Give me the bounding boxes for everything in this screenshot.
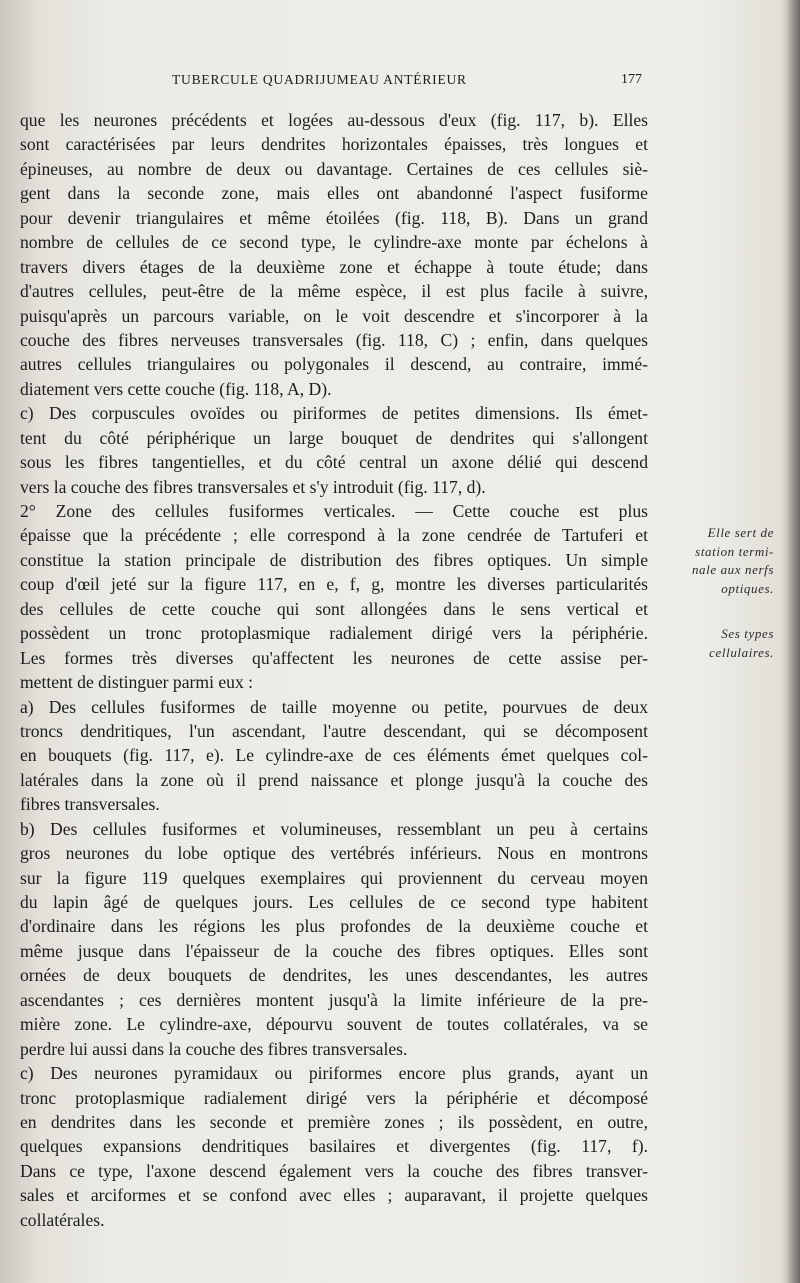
text-line: gent dans la seconde zone, mais elles ont abandonné l'aspect fusiforme	[20, 183, 648, 204]
text-line: b) Des cellules fusiformes et volumineuses, ressemblant un peu à certains	[20, 818, 648, 839]
text-line: collatérales.	[20, 1209, 105, 1230]
text-line: ornées de deux bouquets de dendrites, les unes descendantes, les autres	[20, 965, 648, 986]
text-line: d'autres cellules, peut-être de la même espèce, il est plus facile à suivre,	[20, 281, 648, 302]
text-line: c) Des neurones pyramidaux ou piriformes encore plus grands, ayant un	[20, 1063, 648, 1084]
text-line: gros neurones du lobe optique des vertébrés inférieurs. Nous en montrons	[20, 843, 648, 864]
text-line: épineuses, au nombre de deux ou davantage. Certaines de ces cellules siè-	[20, 158, 648, 179]
text-line: troncs dendritiques, l'un ascendant, l'autre descendant, qui se décomposent	[20, 720, 648, 741]
text-line: sur la figure 119 quelques exemplaires qui proviennent du cerveau moyen	[20, 867, 648, 888]
margin-note-optic-station	[662, 524, 774, 598]
text-line: pour devenir triangulaires et même étoilées (fig. 118, B). Dans un grand	[20, 207, 648, 228]
text-line: latérales dans la zone où il prend naissance et plonge jusqu'à la couche des	[20, 769, 648, 790]
margin-note-line: nale aux nerfs	[691, 562, 774, 577]
text-line: puisqu'après un parcours variable, on le voit descendre et s'incorporer à la	[20, 305, 648, 326]
margin-note-line: Ses types	[721, 626, 774, 641]
page-header	[0, 72, 800, 96]
text-line: nombre de cellules de ce second type, le cylindre-axe monte par échelons à	[20, 232, 648, 253]
text-line: a) Des cellules fusiformes de taille moyenne ou petite, pourvues de deux	[20, 696, 648, 717]
text-line: ascendantes ; ces dernières montent jusqu'à la limite inférieure de la pre-	[20, 989, 648, 1010]
text-line: perdre lui aussi dans la couche des fibres transversales.	[20, 1038, 408, 1059]
text-line: tronc protoplasmique radialement dirigé vers la périphérie et décomposé	[20, 1087, 648, 1108]
text-line: travers divers étages de la deuxième zone et échappe à toute étude; dans	[20, 256, 648, 277]
margin-note-line: cellulaires.	[709, 644, 774, 660]
text-line: diatement vers cette couche (fig. 118, A, D).	[20, 378, 332, 399]
text-line: c) Des corpuscules ovoïdes ou piriformes de petites dimensions. Ils émet-	[20, 403, 648, 424]
text-line: d'ordinaire dans les régions les plus profondes de la deuxième couche et	[20, 916, 648, 937]
text-line: même jusque dans l'épaisseur de la couche des fibres optiques. Elles sont	[20, 940, 648, 961]
text-line: Les formes très diverses qu'affectent les neurones de cette assise per-	[20, 647, 648, 668]
text-line: coup d'œil jeté sur la figure 117, en e, f, g, montre les diverses particularités	[20, 574, 648, 595]
text-line: des cellules de cette couche qui sont allongées dans le sens vertical et	[20, 598, 648, 619]
text-line: en bouquets (fig. 117, e). Le cylindre-axe de ces éléments émet quelques col-	[20, 745, 648, 766]
text-line: sous les fibres tangentielles, et du côté central un axone délié qui descend	[20, 452, 648, 473]
text-line: sales et arciformes et se confond avec elles ; auparavant, il projette quelques	[20, 1185, 648, 1206]
margin-note-cell-types	[662, 625, 774, 662]
margin-note-line: optiques.	[721, 580, 774, 596]
text-line: en dendrites dans les seconde et première zones ; ils possèdent, en outre,	[20, 1111, 648, 1132]
text-line: épaisse que la précédente ; elle correspond à la zone cendrée de Tartuferi et	[20, 525, 648, 546]
text-line: tent du côté périphérique un large bouquet de dendrites qui s'allongent	[20, 427, 648, 448]
page-number: 177	[621, 72, 642, 87]
text-line: quelques expansions dendritiques basilaires et divergentes (fig. 117, f).	[20, 1136, 648, 1157]
body-text	[20, 108, 648, 1232]
text-line: autres cellules triangulaires ou polygonales il descend, au contraire, immé-	[20, 354, 648, 375]
margin-note-line: Elle sert de	[707, 525, 774, 540]
text-line: fibres transversales.	[20, 794, 160, 815]
text-line: Dans ce type, l'axone descend également vers la couche des fibres transver-	[20, 1160, 648, 1181]
text-line: du lapin âgé de quelques jours. Les cellules de ce second type habitent	[20, 892, 648, 912]
text-line: possèdent un tronc protoplasmique radialement dirigé vers la périphérie.	[20, 623, 648, 644]
running-title: TUBERCULE QUADRIJUMEAU ANTÉRIEUR	[172, 72, 467, 87]
text-line: couche des fibres nerveuses transversales (fig. 118, C) ; enfin, dans quelques	[20, 329, 648, 350]
text-line: constitue la station principale de distribution des fibres optiques. Un simple	[20, 549, 648, 570]
text-line: mettent de distinguer parmi eux :	[20, 672, 254, 693]
text-line: mière zone. Le cylindre-axe, dépourvu souvent de toutes collatérales, va se	[20, 1014, 648, 1035]
page-edge-shadow	[786, 0, 800, 1283]
text-line: sont caractérisées par leurs dendrites horizontales épaisses, très longues et	[20, 134, 648, 155]
text-line: que les neurones précédents et logées au-dessous d'eux (fig. 117, b). Elles	[20, 110, 648, 130]
margin-note-line: station termi-	[695, 543, 774, 559]
text-line: 2° Zone des cellules fusiformes verticales. — Cette couche est plus	[20, 501, 648, 521]
text-line: vers la couche des fibres transversales et s'y introduit (fig. 117, d).	[20, 476, 486, 497]
